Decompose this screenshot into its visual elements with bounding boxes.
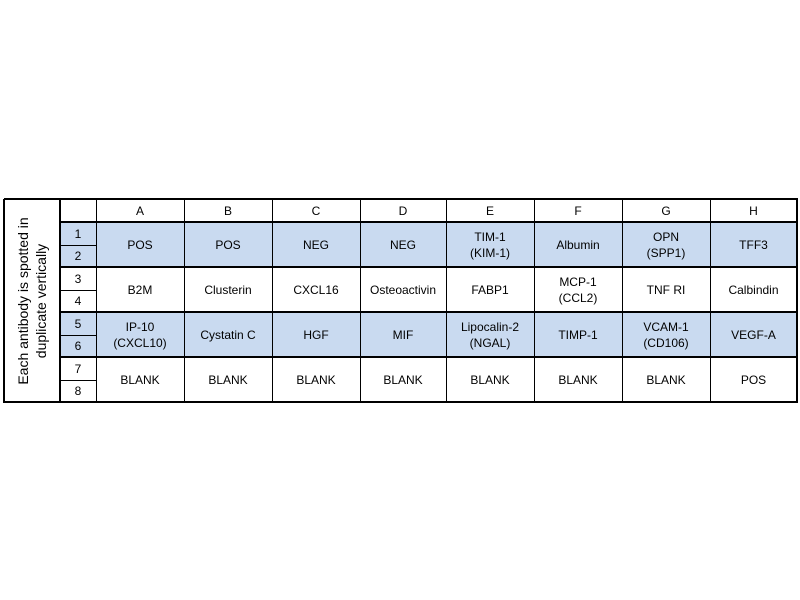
analyte-name: Albumin	[556, 237, 600, 252]
row-number-7: 7	[60, 357, 96, 380]
analyte-name: HGF	[303, 327, 329, 342]
cell-text	[647, 282, 686, 298]
cell-text	[383, 372, 422, 388]
grid-line-horizontal	[60, 335, 97, 336]
array-cell	[446, 312, 534, 357]
analyte-name: B2M	[127, 282, 153, 297]
analyte-name: FABP1	[471, 282, 509, 297]
cell-text	[646, 372, 685, 388]
cell-text	[470, 229, 510, 261]
grid-line-vertical	[446, 199, 447, 403]
array-cell	[710, 222, 797, 267]
analyte-name: CXCL16	[293, 282, 339, 297]
cell-text	[296, 372, 335, 388]
cell-text	[741, 372, 766, 388]
cell-text	[647, 229, 686, 261]
cell-text	[128, 282, 153, 298]
array-cell	[534, 357, 622, 402]
cell-text	[731, 327, 776, 343]
array-cell	[360, 357, 446, 402]
analyte-name: MCP-1	[559, 274, 597, 289]
analyte-name: BLANK	[120, 372, 160, 387]
column-header-f: F	[534, 199, 622, 222]
array-cell	[710, 267, 797, 312]
grid-line-vertical	[622, 199, 623, 403]
grid-line-horizontal	[60, 290, 97, 291]
analyte-alias: (NGAL)	[469, 335, 511, 350]
cell-text	[208, 372, 247, 388]
analyte-alias: (SPP1)	[646, 245, 686, 260]
analyte-name: TNF RI	[646, 282, 686, 297]
analyte-name: Calbindin	[728, 282, 779, 297]
analyte-name: VEGF-A	[731, 327, 776, 342]
array-cell	[622, 312, 710, 357]
analyte-name: Clusterin	[204, 282, 252, 297]
grid-line-vertical	[59, 199, 61, 403]
analyte-name: POS	[740, 372, 767, 387]
cell-text	[558, 327, 597, 343]
column-header-h: H	[710, 199, 797, 222]
grid-line-horizontal	[60, 356, 798, 358]
cell-text	[200, 327, 255, 343]
cell-text	[303, 237, 329, 253]
analyte-name: BLANK	[383, 372, 423, 387]
array-cell	[272, 357, 360, 402]
column-header-g: G	[622, 199, 710, 222]
array-cell	[360, 312, 446, 357]
column-header-a: A	[96, 199, 184, 222]
cell-text	[390, 237, 416, 253]
analyte-alias: (CD106)	[643, 335, 689, 350]
array-cell	[710, 357, 797, 402]
cell-text	[728, 282, 778, 298]
cell-text	[461, 319, 519, 351]
cell-text	[127, 237, 152, 253]
grid-line-vertical	[272, 199, 273, 403]
analyte-name: BLANK	[296, 372, 336, 387]
analyte-name: TFF3	[739, 237, 768, 252]
row-number-3: 3	[60, 267, 96, 290]
grid-line-vertical	[360, 199, 361, 403]
cell-text	[739, 237, 768, 253]
array-cell	[622, 267, 710, 312]
array-cell	[184, 357, 272, 402]
cell-text	[113, 319, 166, 351]
array-cell	[96, 312, 184, 357]
analyte-name: MIF	[392, 327, 414, 342]
array-cell	[96, 357, 184, 402]
analyte-name: VCAM-1	[643, 319, 689, 334]
row-number-2: 2	[60, 245, 96, 267]
side-label-line-2: duplicate vertically	[33, 243, 49, 358]
cell-text	[470, 372, 509, 388]
array-cell	[622, 222, 710, 267]
row-number-1: 1	[60, 222, 96, 245]
analyte-name: Osteoactivin	[369, 282, 437, 297]
analyte-name: TIM-1	[474, 229, 506, 244]
array-cell	[96, 222, 184, 267]
cell-text	[215, 237, 240, 253]
cell-text	[556, 237, 599, 253]
analyte-name: BLANK	[470, 372, 510, 387]
analyte-name: Lipocalin-2	[460, 319, 520, 334]
row-number-6: 6	[60, 335, 96, 357]
cell-text	[393, 327, 414, 343]
grid-line-horizontal	[60, 245, 97, 246]
grid-line-horizontal	[4, 198, 798, 200]
side-label	[5, 199, 59, 402]
analyte-alias: (KIM-1)	[470, 245, 510, 260]
analyte-name: NEG	[302, 237, 329, 252]
array-cell	[534, 267, 622, 312]
array-cell	[272, 222, 360, 267]
array-cell	[184, 312, 272, 357]
grid-line-horizontal	[60, 380, 97, 381]
array-cell	[360, 267, 446, 312]
array-cell	[446, 267, 534, 312]
analyte-name: NEG	[389, 237, 416, 252]
array-cell	[184, 267, 272, 312]
array-cell	[272, 267, 360, 312]
cell-text	[471, 282, 508, 298]
row-number-5: 5	[60, 312, 96, 335]
array-cell	[534, 312, 622, 357]
analyte-name: Cystatin C	[200, 327, 256, 342]
array-cell	[446, 357, 534, 402]
row-number-8: 8	[60, 380, 96, 402]
array-cell	[446, 222, 534, 267]
array-cell	[710, 312, 797, 357]
analyte-alias: (CCL2)	[558, 290, 598, 305]
cell-text	[370, 282, 436, 298]
grid-line-vertical	[534, 199, 535, 403]
analyte-name: POS	[127, 237, 153, 252]
analyte-name: TIMP-1	[558, 327, 598, 342]
grid-line-vertical	[710, 199, 711, 403]
column-header-b: B	[184, 199, 272, 222]
analyte-alias: (CXCL10)	[113, 335, 167, 350]
analyte-name: BLANK	[646, 372, 686, 387]
grid-line-vertical	[184, 199, 185, 403]
grid-line-vertical	[96, 199, 97, 403]
grid-line-vertical	[3, 199, 5, 403]
column-header-e: E	[446, 199, 534, 222]
array-cell	[622, 357, 710, 402]
cell-text	[120, 372, 159, 388]
array-cell	[96, 267, 184, 312]
side-label-line-1: Each antibody is spotted in	[15, 216, 31, 385]
cell-text	[303, 327, 328, 343]
cell-text	[558, 372, 597, 388]
array-cell	[360, 222, 446, 267]
grid-line-horizontal	[60, 311, 798, 313]
cell-text	[559, 274, 598, 306]
column-header-c: C	[272, 199, 360, 222]
cell-text	[293, 282, 338, 298]
analyte-name: BLANK	[558, 372, 598, 387]
array-cell	[534, 222, 622, 267]
analyte-name: OPN	[652, 229, 679, 244]
analyte-name: IP-10	[125, 319, 155, 334]
grid-line-vertical	[796, 199, 798, 403]
grid-line-horizontal	[4, 401, 798, 403]
grid-line-horizontal	[60, 266, 798, 268]
array-cell	[184, 222, 272, 267]
array-cell	[272, 312, 360, 357]
cell-text	[204, 282, 251, 298]
analyte-name: BLANK	[208, 372, 248, 387]
analyte-name: POS	[215, 237, 241, 252]
row-number-4: 4	[60, 290, 96, 312]
grid-line-horizontal	[60, 221, 798, 223]
cell-text	[643, 319, 688, 351]
column-header-d: D	[360, 199, 446, 222]
